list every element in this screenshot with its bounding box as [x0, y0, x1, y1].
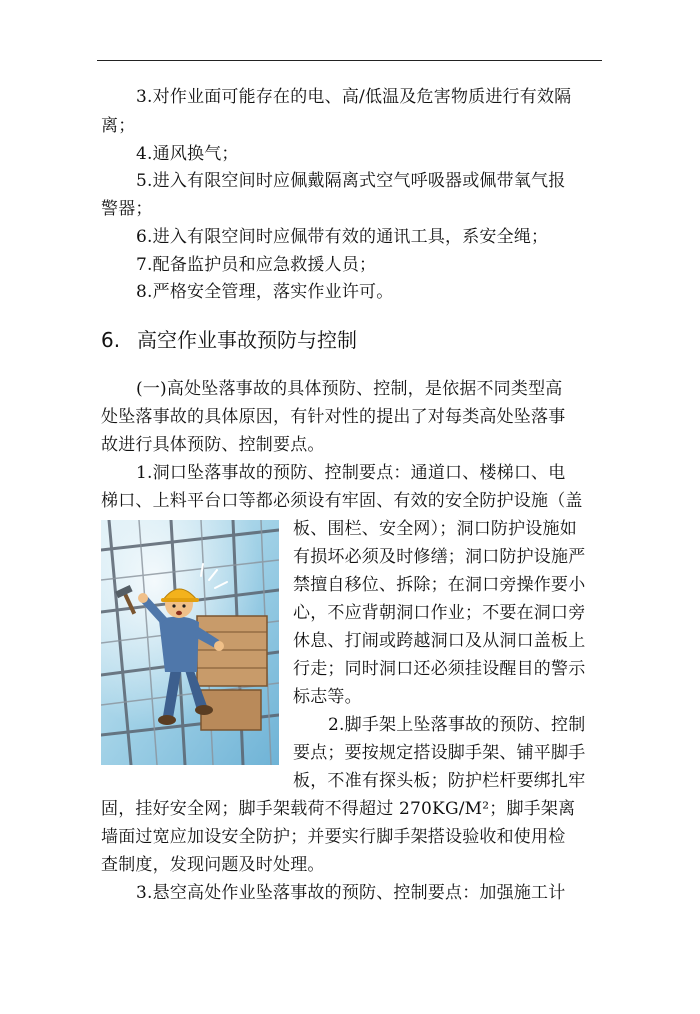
text-line: 故进行具体预防、控制要点。 [101, 435, 325, 455]
text-line: 查制度，发现问题及时处理。 [101, 855, 325, 875]
text-line: 板、围栏、安全网）；洞口防护设施如 [293, 519, 577, 539]
text-line: 固，挂好安全网；脚手架载荷不得超过 270KG/M²；脚手架离 [101, 799, 576, 819]
text-line: 行走；同时洞口还必须挂设醒目的警示 [293, 659, 586, 679]
text-line: 要点；要按规定搭设脚手架、铺平脚手 [293, 743, 586, 763]
text-line: 休息、打闹或跨越洞口及从洞口盖板上 [293, 631, 586, 651]
text-line: 有损坏必须及时修缮；洞口防护设施严 [293, 547, 586, 567]
section-number: 6. [101, 328, 121, 352]
text-line: 6.进入有限空间时应佩带有效的通讯工具，系安全绳； [136, 227, 549, 247]
text-line: 7.配备监护员和应急救援人员； [136, 255, 377, 275]
text-line: 标志等。 [293, 687, 362, 707]
text-line: 1.洞口坠落事故的预防、控制要点：通道口、楼梯口、电 [136, 463, 566, 483]
text-line: 梯口、上料平台口等都必须设有牢固、有效的安全防护设施（盖 [101, 491, 583, 511]
text-line: 4.通风换气； [136, 144, 239, 164]
scaffold-worker-illustration [101, 520, 279, 765]
text-line: 2.脚手架上坠落事故的预防、控制 [328, 715, 586, 735]
text-line: 处坠落事故的具体原因，有针对性的提出了对每类高处坠落事 [101, 407, 566, 427]
text-line: 8.严格安全管理，落实作业许可。 [136, 282, 394, 302]
text-line: 心，不应背朝洞口作业；不要在洞口旁 [293, 603, 586, 623]
header-rule [97, 60, 602, 61]
text-line: 板，不准有探头板；防护栏杆要绑扎牢 [293, 771, 586, 791]
section-title: 高空作业事故预防与控制 [137, 328, 357, 352]
text-line: 禁擅自移位、拆除；在洞口旁操作要小 [293, 575, 586, 595]
text-line: 墙面过宽应加设安全防护；并要实行脚手架搭设验收和使用检 [101, 827, 566, 847]
text-line: 离； [101, 116, 136, 136]
text-line: 5.进入有限空间时应佩戴隔离式空气呼吸器或佩带氧气报 [136, 171, 566, 191]
text-line: (一)高处坠落事故的具体预防、控制，是依据不同类型高 [136, 379, 563, 399]
text-line: 3.对作业面可能存在的电、高/低温及危害物质进行有效隔 [136, 87, 572, 107]
text-line: 警器； [101, 199, 153, 219]
section-heading [101, 327, 357, 353]
text-line: 3.悬空高处作业坠落事故的预防、控制要点：加强施工计 [136, 883, 566, 903]
